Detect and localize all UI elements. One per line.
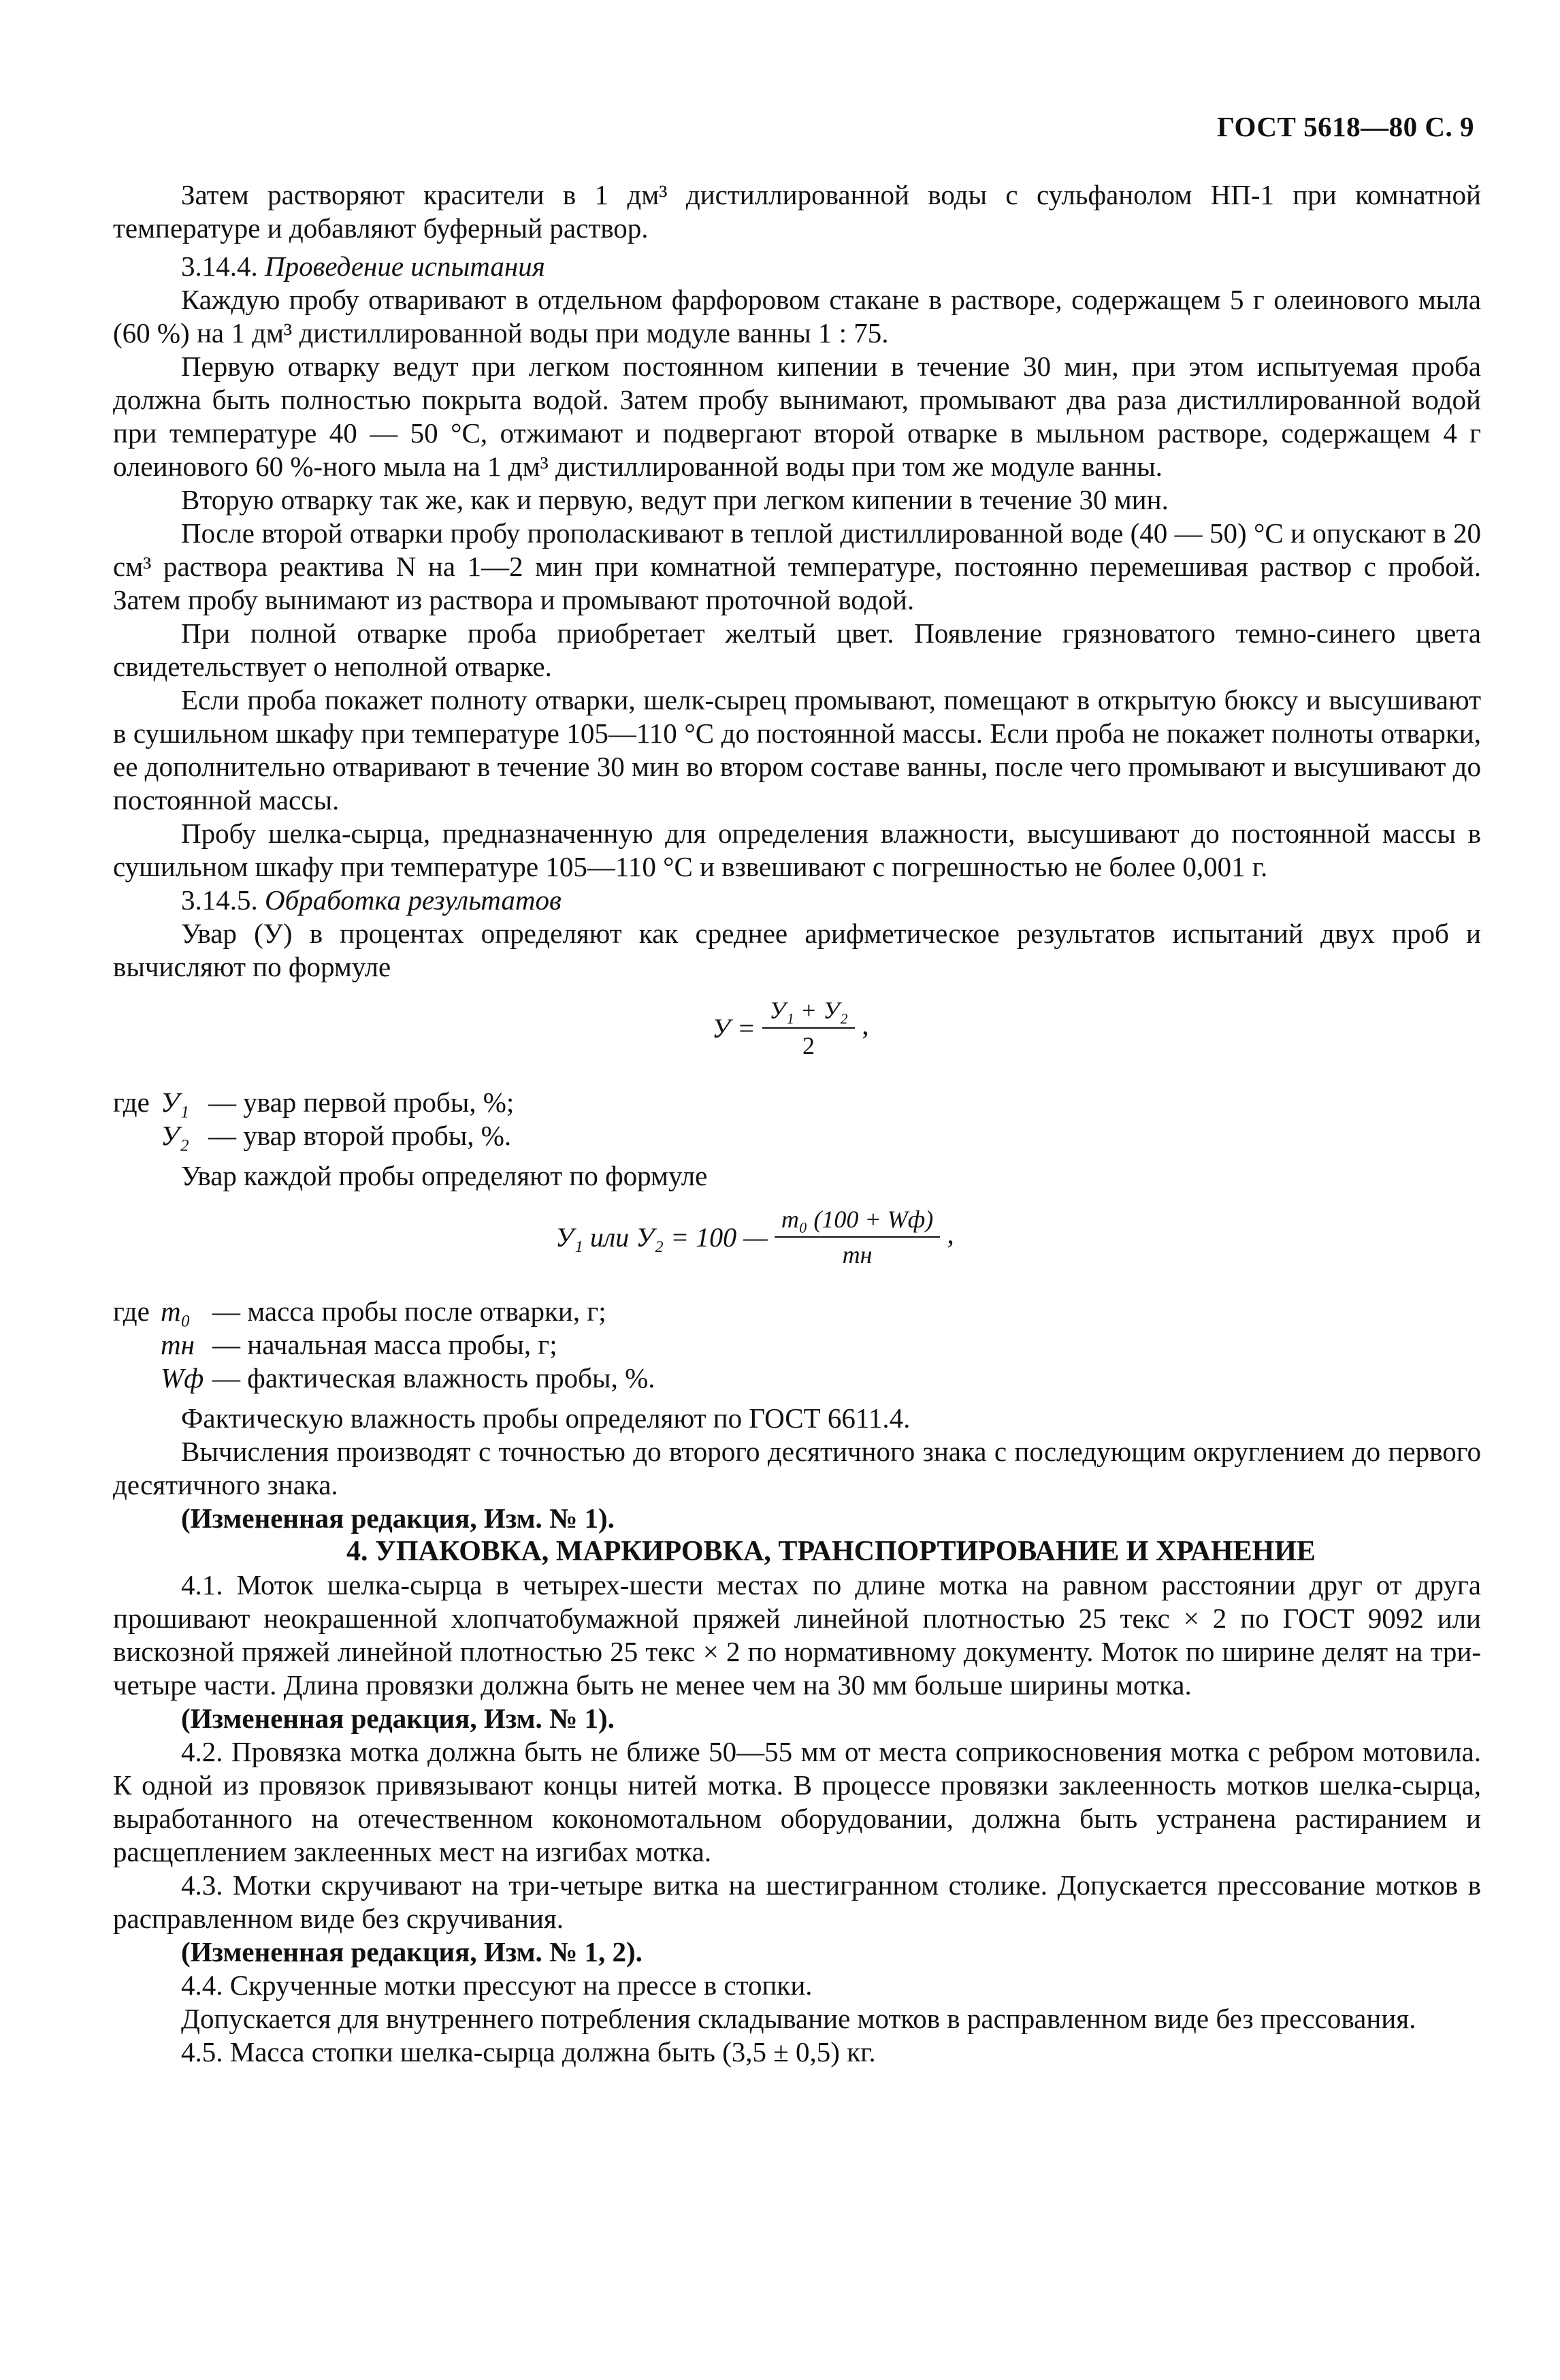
paragraph: 4.2. Провязка мотка должна быть не ближе 50—55 мм от места соприкосновения мотка с ребром мотовила. К одной из провязок привязывают концы нитей мотка. В процессе провязки заклеенность мотков шелка-сырца, выработанного на отечественном кокономотальном оборудовании, должна быть устранена растиранием и расщеплением заклеенных мест на изгибах мотка.: [113, 1736, 1481, 1867]
paragraph: 4.4. Скрученные мотки прессуют на прессе в стопки.: [181, 1969, 813, 2001]
formula-denominator: 2: [802, 1032, 815, 1059]
legend-prefix: где: [113, 1087, 150, 1118]
paragraph: Первую отварку ведут при легком постоянном кипении в течение 30 мин, при этом испытуемая проба должна быть полностью покрыта водой. Затем пробу вынимают, промывают два раза дистиллированной водой при температуре 40 — 50 °С, отжимают и подвергают второй отварке в мыльном растворе, содержащем 4 г олеинового 60 %-ного мыла на 1 дм³ дистиллированной воды при том же модуле ванны.: [113, 351, 1481, 482]
legend-prefix: [113, 1119, 161, 1153]
paragraph: При полной отварке проба приобретает желтый цвет. Появление грязноватого темно-синего цвета свидетельствует о неполной отварке.: [113, 617, 1481, 682]
amendment-note: (Измененная редакция, Изм. № 1).: [181, 1502, 615, 1534]
legend-text: — увар второй пробы, %.: [208, 1120, 512, 1151]
legend-symbol: m₀: [161, 1296, 191, 1327]
formula-boiling-loss: [113, 1202, 1481, 1289]
formula-numerator: У₁ + У₂: [762, 993, 855, 1029]
page-header: ГОСТ 5618—80 С. 9: [1216, 111, 1474, 142]
legend-text: — фактическая влажность пробы, %.: [212, 1362, 655, 1394]
legend-row: [113, 1362, 1481, 1395]
formula-lhs: У =: [712, 1012, 755, 1044]
legend-prefix: [113, 1328, 161, 1362]
subsection-number: 3.14.4.: [181, 251, 258, 282]
amendment-note: (Измененная редакция, Изм. № 1).: [181, 1703, 615, 1734]
formula-tail: ,: [947, 1218, 954, 1250]
legend-row: [113, 1295, 1481, 1328]
amendment-note: (Измененная редакция, Изм. № 1, 2).: [181, 1936, 643, 1967]
paragraph: Вторую отварку так же, как и первую, ведут при легком кипении в течение 30 мин.: [181, 484, 1169, 515]
formula-fraction: [762, 993, 855, 1063]
paragraph: 4.1. Моток шелка-сырца в четырех-шести местах по длине мотка на равном расстоянии друг от друга прошивают неокрашенной хлопчатобумажной пряжей линейной плотностью 25 текс × 2 по ГОСТ 9092 или вискозной пряжей линейной плотностью 25 текс × 2 по нормативному документу. Моток по ширине делят на три-четыре части. Длина провязки должна быть не менее чем на 30 мм больше ширины мотка.: [113, 1569, 1481, 1701]
formula-denominator: mн: [842, 1241, 873, 1268]
legend-symbol: Wф: [161, 1362, 204, 1394]
formula-numerator: m₀ (100 + Wф): [775, 1202, 940, 1238]
document-body: [113, 178, 1481, 2069]
paragraph: Увар каждой пробы определяют по формуле: [181, 1160, 708, 1191]
paragraph: После второй отварки пробу прополаскивают в теплой дистиллированной воде (40 — 50) °С и опускают в 20 см³ раствора реактива N на 1—2 мин при комнатной температуре, постоянно перемешивая раствор с пробой. Затем пробу вынимают из раствора и промывают проточной водой.: [113, 517, 1481, 615]
formula-lhs: У₁ или У₂ = 100 —: [555, 1221, 768, 1253]
formula-tail: ,: [862, 1009, 869, 1041]
paragraph: Фактическую влажность пробы определяют по ГОСТ 6611.4.: [181, 1402, 911, 1434]
section-title: 4. УПАКОВКА, МАРКИРОВКА, ТРАНСПОРТИРОВАНИЕ И ХРАНЕНИЕ: [346, 1536, 1316, 1567]
legend-symbol: У₁: [161, 1087, 189, 1118]
legend-prefix: где: [113, 1296, 150, 1327]
subsection-title: Обработка результатов: [265, 884, 562, 916]
paragraph: Если проба покажет полноту отварки, шелк-сырец промывают, помещают в открытую бюксу и высушивают в сушильном шкафу при температуре 105—110 °С до постоянной массы. Если проба не покажет полноты отварки, ее дополнительно отваривают в течение 30 мин во втором составе ванны, после чего промывают и высушивают до постоянной массы.: [113, 684, 1481, 816]
subsection-number: 3.14.5.: [181, 884, 258, 916]
legend-symbol: У₂: [161, 1120, 189, 1151]
paragraph: Пробу шелка-сырца, предназначенную для определения влажности, высушивают до постоянной массы в сушильном шкафу при температуре 105—110 °С и взвешивают с погрешностью не более 0,001 г.: [113, 818, 1481, 882]
formula-average: [113, 993, 1481, 1080]
subsection-heading: [113, 250, 1481, 283]
formula-legend: [113, 1086, 1481, 1153]
paragraph: Затем растворяют красители в 1 дм³ дистиллированной воды с сульфанолом НП-1 при комнатной температуре и добавляют буферный раствор.: [113, 179, 1481, 244]
legend-row: [113, 1119, 1481, 1153]
legend-prefix: [113, 1362, 161, 1395]
subsection-heading: [113, 884, 1481, 917]
legend-row: [113, 1086, 1481, 1119]
legend-text: — начальная масса пробы, г;: [212, 1329, 557, 1360]
formula-fraction: [775, 1202, 940, 1272]
paragraph: Увар (У) в процентах определяют как среднее арифметическое результатов испытаний двух проб и вычисляют по формуле: [113, 918, 1481, 982]
legend-text: — увар первой пробы, %;: [208, 1087, 515, 1118]
subsection-title: Проведение испытания: [265, 251, 545, 282]
paragraph: 4.3. Мотки скручивают на три-четыре витка на шестигранном столике. Допускается прессование мотков в расправленном виде без скручивания.: [113, 1869, 1481, 1934]
paragraph: Вычисления производят с точностью до второго десятичного знака с последующим округлением до первого десятичного знака.: [113, 1436, 1481, 1500]
paragraph: Допускается для внутреннего потребления складывание мотков в расправленном виде без прессования.: [181, 2003, 1416, 2034]
legend-row: [113, 1328, 1481, 1362]
paragraph: 4.5. Масса стопки шелка-сырца должна быть (3,5 ± 0,5) кг.: [181, 2036, 876, 2068]
legend-symbol: mн: [161, 1329, 195, 1360]
legend-text: — масса пробы после отварки, г;: [212, 1296, 606, 1327]
paragraph: Каждую пробу отваривают в отдельном фарфоровом стакане в растворе, содержащем 5 г олеинового мыла (60 %) на 1 дм³ дистиллированной воды при модуле ванны 1 : 75.: [113, 284, 1481, 349]
formula-legend: [113, 1295, 1481, 1395]
